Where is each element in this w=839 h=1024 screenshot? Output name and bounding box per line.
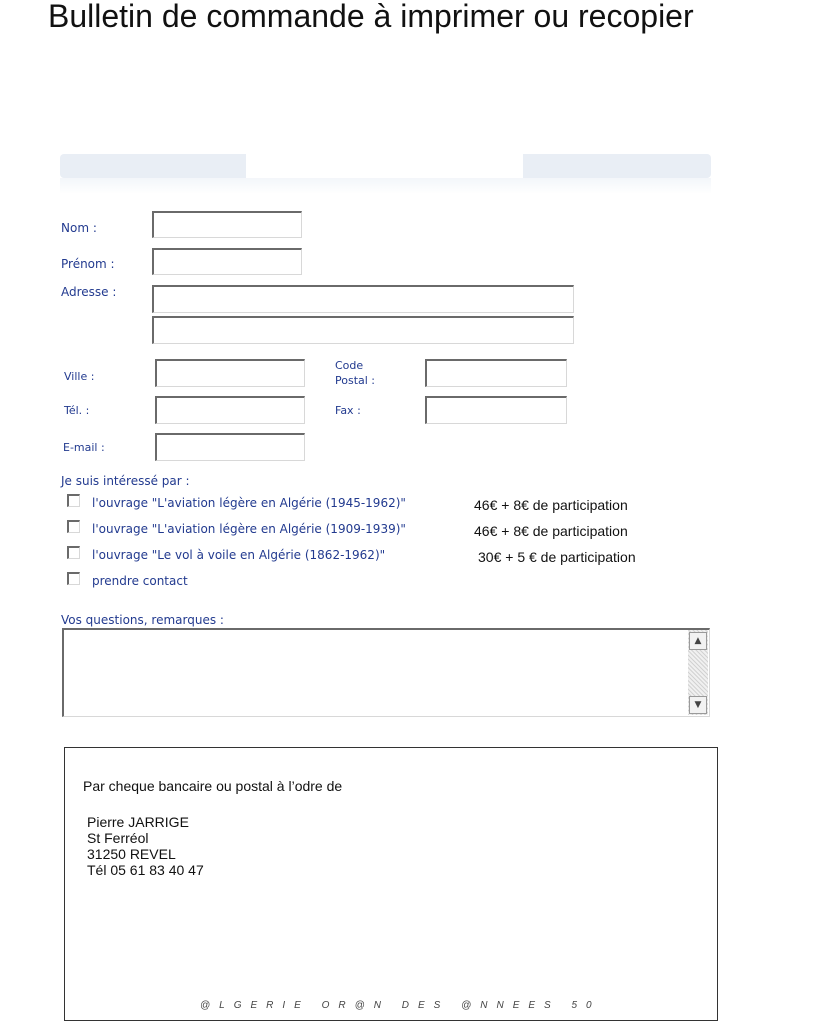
- option-checkbox-prendre-contact[interactable]: [67, 572, 80, 585]
- payee-phone: Tél 05 61 83 40 47: [87, 862, 204, 878]
- adresse-field-line2[interactable]: [152, 316, 574, 344]
- option-checkbox-vol-a-voile[interactable]: [67, 546, 80, 559]
- payee-name: Pierre JARRIGE: [87, 814, 189, 830]
- option-checkbox-aviation-1945[interactable]: [67, 494, 80, 507]
- fax-label: Fax :: [335, 404, 361, 417]
- option-price-aviation-1945: 46€ + 8€ de participation: [474, 497, 628, 513]
- page-title: Bulletin de commande à imprimer ou recopier: [48, 0, 694, 34]
- option-label-vol-a-voile: l'ouvrage "Le vol à voile en Algérie (1862-1962)": [92, 548, 386, 562]
- form-header-shade: [60, 178, 711, 194]
- code-postal-label-line1: Code: [335, 359, 364, 372]
- ville-label: Ville :: [64, 370, 95, 383]
- payee-city: 31250 REVEL: [87, 846, 176, 862]
- option-checkbox-aviation-1909[interactable]: [67, 520, 80, 533]
- nom-field[interactable]: [152, 211, 302, 238]
- option-label-aviation-1909: l'ouvrage "L'aviation légère en Algérie (1909-1939)": [92, 522, 406, 536]
- code-postal-field[interactable]: [425, 359, 567, 387]
- questions-label: Vos questions, remarques :: [61, 613, 224, 627]
- prenom-label: Prénom :: [61, 257, 115, 271]
- adresse-label: Adresse :: [61, 285, 117, 299]
- prenom-field[interactable]: [152, 248, 302, 275]
- option-label-aviation-1945: l'ouvrage "L'aviation légère en Algérie (1945-1962)": [92, 496, 406, 510]
- adresse-field-line1[interactable]: [152, 285, 574, 313]
- scroll-down-arrow-icon[interactable]: ▼: [689, 696, 707, 714]
- scroll-up-arrow-icon[interactable]: ▲: [689, 632, 707, 650]
- fax-field[interactable]: [425, 396, 567, 424]
- ville-field[interactable]: [155, 359, 305, 387]
- tel-label: Tél. :: [64, 404, 90, 417]
- form-header-center: [246, 154, 523, 178]
- payee-locality: St Ferréol: [87, 830, 149, 846]
- code-postal-label-line2: Postal :: [335, 374, 376, 387]
- payment-instruction: Par cheque bancaire ou postal à l’odre de: [83, 778, 343, 794]
- footer-watermark: @LGERIE OR@N DES @NNEES 50: [200, 1000, 601, 1011]
- nom-label: Nom :: [61, 221, 97, 235]
- interest-heading: Je suis intéressé par :: [61, 474, 190, 488]
- option-price-vol-a-voile: 30€ + 5 € de participation: [478, 549, 636, 565]
- option-label-prendre-contact: prendre contact: [92, 574, 188, 588]
- option-price-aviation-1909: 46€ + 8€ de participation: [474, 523, 628, 539]
- email-label: E-mail :: [63, 441, 105, 454]
- tel-field[interactable]: [155, 396, 305, 424]
- email-field[interactable]: [155, 433, 305, 461]
- questions-textarea[interactable]: [62, 628, 710, 717]
